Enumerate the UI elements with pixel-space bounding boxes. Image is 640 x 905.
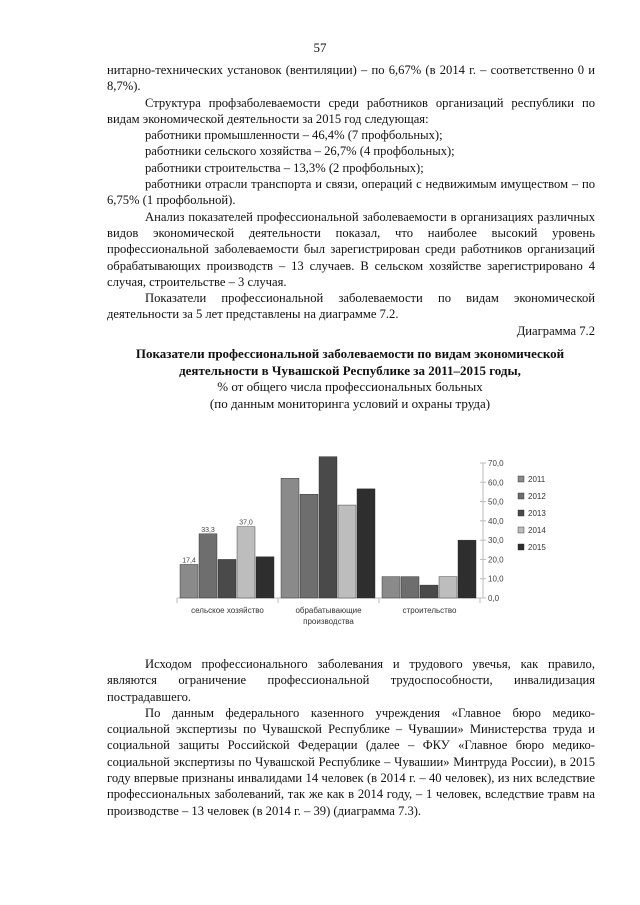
chart-caption <box>100 346 600 412</box>
x-category-label: строительство <box>402 606 457 615</box>
legend-label: 2015 <box>528 543 546 552</box>
top-text-block <box>107 62 595 339</box>
caption-line: (по данным мониторинга условий и охраны труда) <box>209 395 491 411</box>
y-tick-label: 50,0 <box>488 497 504 507</box>
data-label: 37,0 <box>239 519 253 527</box>
diagram-reference: Диаграмма 7.2 <box>516 323 595 338</box>
legend-label: 2011 <box>528 475 546 484</box>
x-category-label: сельское хозяйство <box>191 606 264 615</box>
legend-swatch <box>518 476 524 482</box>
data-label: 17,4 <box>182 557 196 565</box>
caption-line: деятельности в Чувашской Республике за 2011–2015 годы, <box>179 362 521 378</box>
bar <box>256 557 274 598</box>
paragraph: Исходом профессионального заболевания и трудового увечья, как правило, являются ограничение профессиональной трудоспособности, инвалидизация пострадавшего. <box>107 657 595 704</box>
legend-label: 2013 <box>528 509 546 518</box>
bottom-text-block <box>107 656 595 819</box>
y-tick-label: 0,0 <box>488 594 500 603</box>
bar <box>300 494 318 598</box>
legend-swatch <box>518 493 524 499</box>
bar <box>180 564 198 598</box>
legend-swatch <box>518 527 524 533</box>
bar <box>199 534 217 598</box>
legend-label: 2012 <box>528 492 546 501</box>
y-tick-label: 70,0 <box>488 459 504 468</box>
paragraph: По данным федерального казенного учреждения «Главное бюро медико-социальной экспертизы по Чувашской Республике – Чувашии» Министерства труда и социальной защиты Российской Федерации (далее – ФКУ «Главное бюро медико-социальной экспертизы по Чувашской Республике – Чувашии» Минтруда России), в 2015 году впервые признаны инвалидами 14 человек (в 2014 г. – 40 человек), из них вследствие профессиональных заболеваний, так же как в 2014 году, – 1 человек, вследствие травм на производстве – 13 человек (в 2014 г. – 39) (диаграмма 7.3). <box>107 705 595 818</box>
bar <box>237 527 255 598</box>
caption-line: % от общего числа профессиональных больных <box>217 379 483 394</box>
list-item: работники промышленности – 46,4% (7 профбольных); <box>145 128 443 143</box>
bar <box>439 577 457 598</box>
paragraph: нитарно-технических установок (вентиляции) – по 6,67% (в 2014 г. – соответственно 0 и 8,7%). <box>107 63 595 94</box>
bar <box>319 457 337 598</box>
x-category-label: обрабатывающие <box>295 606 362 615</box>
y-tick-label: 40,0 <box>488 516 504 526</box>
paragraph: Показатели профессиональной заболеваемости по видам экономической деятельности за 5 лет представлены на диаграмме 7.2. <box>107 291 595 322</box>
bar <box>338 505 356 598</box>
caption-line: Показатели профессиональной заболеваемости по видам экономической <box>135 346 565 361</box>
bar <box>218 559 236 598</box>
legend-swatch <box>518 544 524 550</box>
bar <box>382 577 400 598</box>
page-number: 57 <box>313 40 327 55</box>
y-tick-label: 60,0 <box>488 478 504 488</box>
y-tick-label: 10,0 <box>488 574 504 584</box>
list-item: работники сельского хозяйства – 26,7% (4 профбольных); <box>145 144 455 159</box>
legend-swatch <box>518 510 524 516</box>
bar <box>357 489 375 598</box>
y-tick-label: 20,0 <box>488 555 504 565</box>
paragraph: Анализ показателей профессиональной заболеваемости в организациях различных видов экономической деятельности показал, что наиболее высокий уровень профессиональной заболеваемости был зарегистрирован среди работников организаций обрабатывающих производств – 13 случаев. В сельском хозяйстве зарегистрировано 4 случая, строительстве – 3 случая. <box>107 209 595 289</box>
x-category-label: производства <box>303 617 354 626</box>
bar <box>458 540 476 598</box>
paragraph: Структура профзаболеваемости среди работников организаций республики по видам экономической деятельности за 2015 год следующая: <box>107 95 595 126</box>
bar <box>281 478 299 598</box>
legend-label: 2014 <box>528 526 546 535</box>
y-tick-label: 30,0 <box>488 536 504 546</box>
data-label: 33,3 <box>201 526 215 534</box>
paragraph: работники отрасли транспорта и связи, операций с недвижимым имуществом – по 6,75% (1 профбольной). <box>107 177 595 208</box>
bar <box>420 585 438 598</box>
list-item: работники строительства – 13,3% (2 профбольных); <box>145 160 424 175</box>
bar <box>401 577 419 598</box>
